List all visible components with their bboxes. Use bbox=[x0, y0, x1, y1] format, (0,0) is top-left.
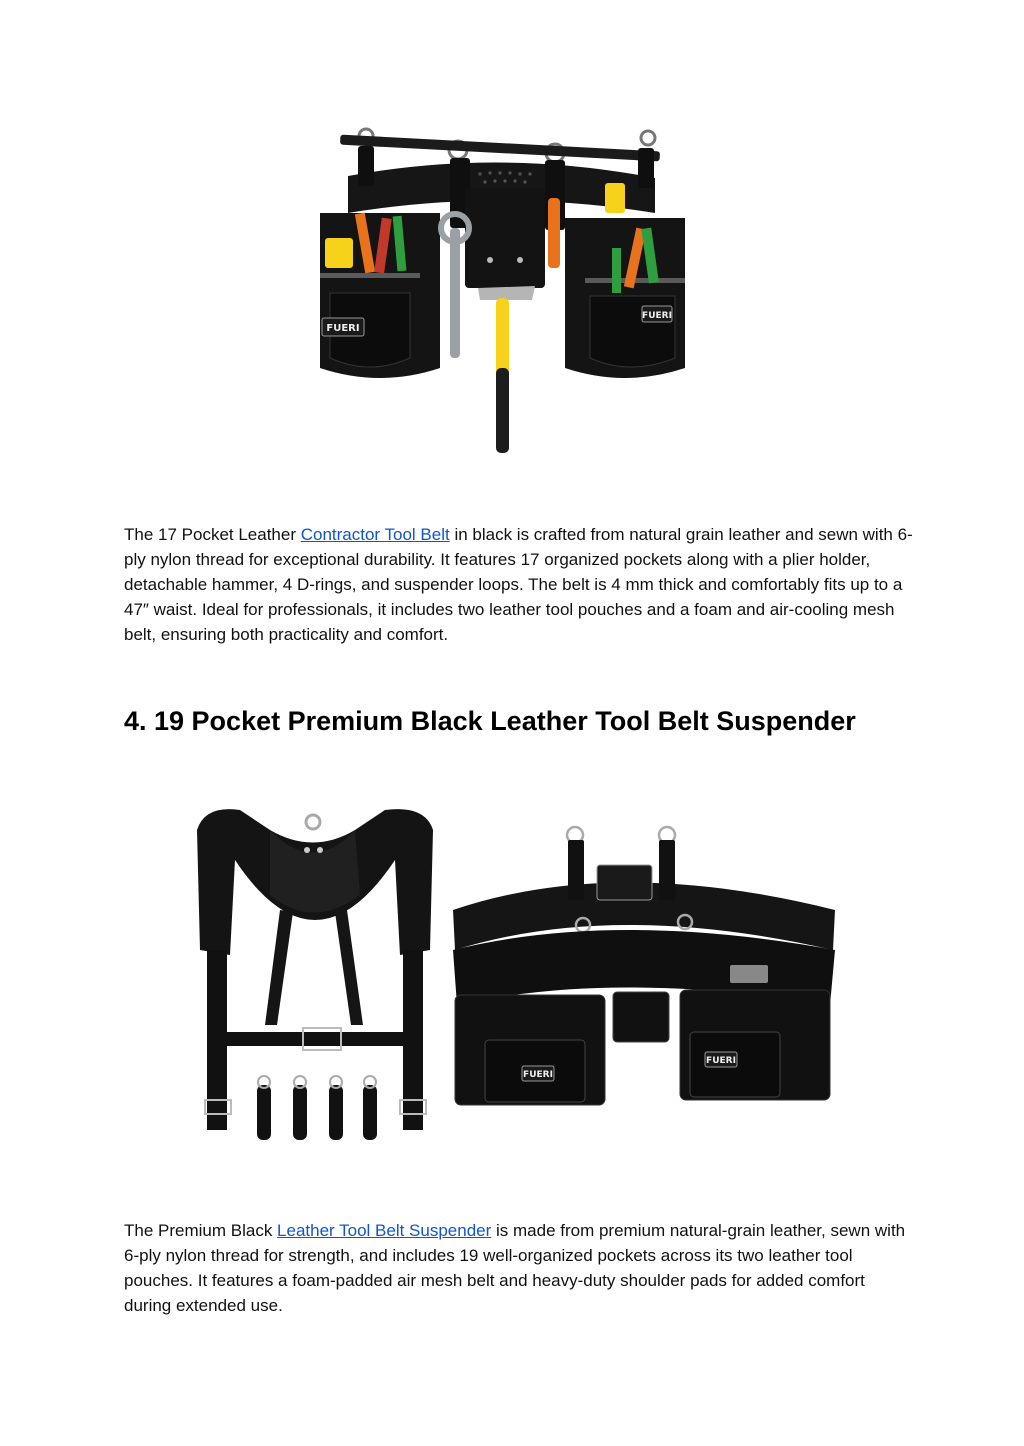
leather-tool-belt-suspender-link[interactable]: Leather Tool Belt Suspender bbox=[277, 1221, 492, 1240]
description-text-before: The 17 Pocket Leather bbox=[124, 525, 301, 544]
svg-text:FUERI: FUERI bbox=[642, 311, 672, 321]
svg-text:FUERI: FUERI bbox=[523, 1070, 553, 1080]
tool-belt-suspender-image bbox=[185, 800, 840, 1170]
contractor-tool-belt-description bbox=[124, 522, 914, 647]
description-text-after: in black is crafted from natural grain leather and sewn with 6-ply nylon thread for exceptional durability. It features 17 organized pockets along with a plier holder, detachable hammer, 4 D-rings, and suspender loops. The belt is 4 mm thick and comfortably fits up to a 47″ waist. Ideal for professionals, it includes two leather tool pouches and a foam and air-cooling mesh belt, ensuring both practicality and comfort. bbox=[124, 525, 913, 644]
description-text-before: The Premium Black bbox=[124, 1221, 278, 1240]
suspender-description bbox=[124, 1218, 914, 1318]
contractor-tool-belt-image bbox=[300, 118, 700, 463]
brand-logo-text: FUERI bbox=[326, 323, 360, 334]
section-heading: 4. 19 Pocket Premium Black Leather Tool Belt Suspender bbox=[124, 706, 856, 736]
contractor-tool-belt-link[interactable]: Contractor Tool Belt bbox=[300, 525, 450, 544]
description-text-after: is made from premium natural-grain leather, sewn with 6-ply nylon thread for strength, and includes 19 well-organized pockets across its two leather tool pouches. It features a foam-padded air mesh belt and heavy-duty shoulder pads for added comfort during extended use. bbox=[124, 1221, 906, 1315]
svg-text:FUERI: FUERI bbox=[706, 1056, 736, 1066]
